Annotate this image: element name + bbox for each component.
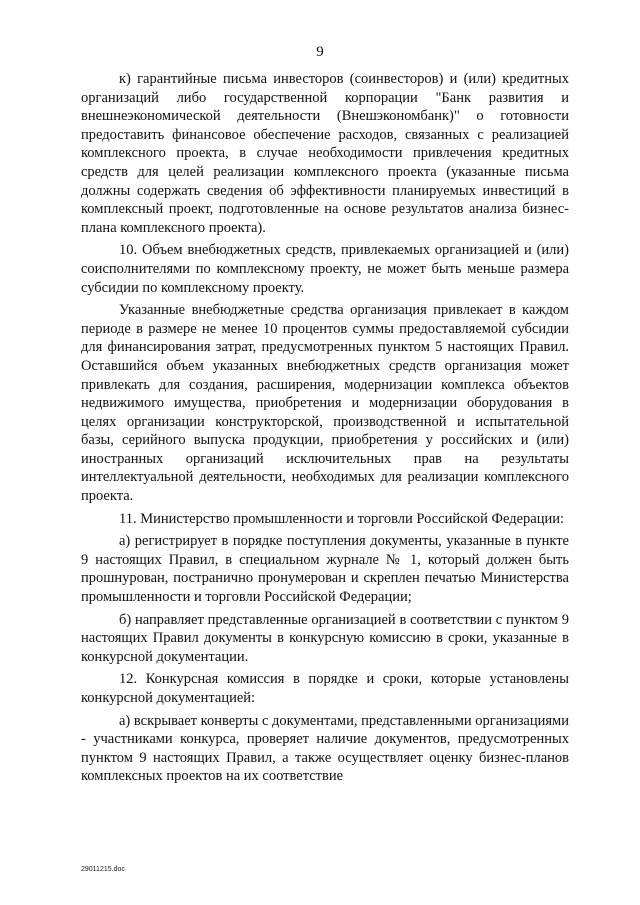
document-body (81, 70, 569, 790)
page-number: 9 (316, 44, 324, 60)
paragraph-11b-sends: б) направляет представленные организацией в соответствии с пунктом 9 настоящих Правил документы в конкурсную комиссию в сроки, указанные в конкурсной документации. (81, 611, 569, 665)
paragraph-10-extrabudgetary-funds: 10. Объем внебюджетных средств, привлекаемых организацией и (или) соисполнителями по комплексному проекту, не может быть меньше размера субсидии по комплексному проекту. (81, 242, 569, 296)
paragraph-k-guarantee-letters: к) гарантийные письма инвесторов (соинвесторов) и (или) кредитных организаций либо государственной корпорации "Банк развития и внешнеэкономической деятельности (Внешэкономбанк)" о готовности предоставить финансовое обеспечение расходов, связанных с реализацией комплексного проекта, в случае необходимости привлечения кредитных средств для целей реализации комплексного проекта (указанные письма должны содержать сведения об эффективности планируемых инвестиций в комплексный проект, подготовленные на основе результатов анализа бизнес-плана комплексного проекта). (81, 71, 569, 236)
paragraph-11a-registers: а) регистрирует в порядке поступления документы, указанные в пункте 9 настоящих Правил, в специальном журнале № 1, который должен быть прошнурован, постранично пронумерован и скреплен печатью Министерства промышленности и торговли Российской Федерации; (81, 533, 569, 606)
paragraph-12a-opens-envelopes: а) вскрывает конверты с документами, представленными организациями - участниками конкурса, проверяет наличие документов, предусмотренных пунктом 9 настоящих Правил, а также осуществляет оценку бизнес-планов комплексных проектов на их соответствие (81, 712, 569, 785)
paragraph-11-ministry: 11. Министерство промышленности и торговли Российской Федерации: (119, 510, 564, 527)
file-name-footer: 29011215.doc (81, 866, 125, 873)
paragraph-12-commission: 12. Конкурсная комиссия в порядке и сроки, которые установлены конкурсной документацией: (81, 671, 569, 706)
paragraph-extrabudgetary-usage: Указанные внебюджетные средства организация привлекает в каждом периоде в размере не менее 10 процентов суммы предоставляемой субсидии для финансирования затрат, предусмотренных пунктом 5 настоящих Правил. Оставшийся объем указанных внебюджетных средств организация может привлекать для создания, расширения, модернизации комплекса объектов недвижимого имущества, приобретения и модернизации оборудования в целях организации конструкторской, производственной и испытательной базы, серийного выпуска продукции, приобретения у российских и (или) иностранных организаций исключительных прав на результаты интеллектуальной деятельности, необходимых для реализации комплексного проекта. (81, 302, 569, 505)
